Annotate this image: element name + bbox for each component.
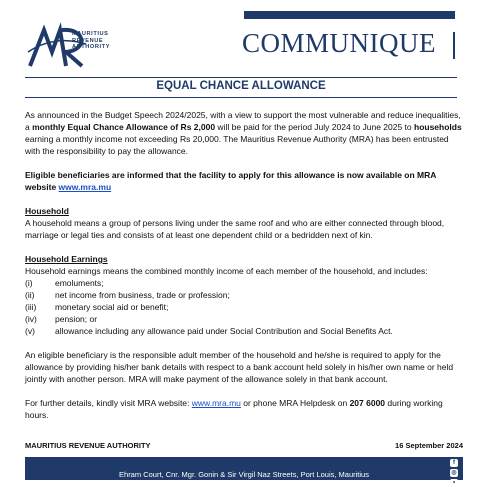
social-icons	[450, 459, 460, 487]
earnings-list	[25, 277, 463, 337]
page-title: EQUAL CHANCE ALLOWANCE	[156, 80, 326, 92]
communique-label: COMMUNIQUE	[242, 28, 436, 58]
intro-paragraph: As announced in the Budget Speech 2024/2025, with a view to support the most vulnerable and reduce inequalities, a monthly Equal Chance Allowance of Rs 2,000 will be paid for the period July 2024 to June 2025 to households earning a monthly income not exceeding Rs 20,000. The Mauritius Revenue Authority (MRA) has been entrusted with the responsibility to pay the allowance.	[25, 110, 462, 156]
list-item: (iii) monetary social aid or benefit;	[25, 302, 169, 312]
notice-paragraph: Eligible beneficiaries are informed that the facility to apply for this allowance is now available on MRA website www.mra.mu	[25, 170, 437, 192]
logo-text: MAURITIUS REVENUE AUTHORITY	[72, 31, 111, 51]
instagram-icon[interactable]: ◎	[451, 470, 457, 476]
title-rule-top	[25, 77, 457, 78]
mra-website-link[interactable]: www.mra.mu	[58, 182, 112, 192]
list-item: (iv) pension; or	[25, 314, 98, 324]
details-paragraph: For further details, kindly visit MRA website: www.mra.mu or phone MRA Helpdesk on 207 6000 during working hours.	[25, 398, 443, 420]
earnings-intro: Household earnings means the combined monthly income of each member of the household, and includes:	[25, 266, 428, 276]
communique-body	[25, 109, 463, 421]
household-text: A household means a group of persons living under the same roof and who are either connected through blood, marriage or legal ties and consists of at least one dependent child or a bedridden next of kin.	[25, 218, 445, 240]
footer-band	[25, 457, 463, 486]
list-item: (v) allowance including any allowance paid under Social Contribution and Social Benefits Act.	[25, 326, 393, 336]
mra-website-link-2[interactable]: www.mra.mu	[191, 398, 241, 408]
beneficiary-paragraph: An eligible beneficiary is the responsible adult member of the household and he/she is required to apply for the allowance by providing his/her bank details with respect to a bank account held solely in his/her own name or held jointly with another person. MRA will make payment of the allowance solely in that bank account.	[25, 350, 454, 384]
list-item: (i) emoluments;	[25, 278, 104, 288]
title-rule-bottom	[25, 97, 457, 98]
footer-org: MAURITIUS REVENUE AUTHORITY	[25, 441, 151, 450]
helpdesk-phone: 207 6000	[349, 398, 386, 408]
earnings-heading: Household Earnings	[25, 254, 108, 264]
footer-address: Ehram Court, Cnr. Mgr. Gonin & Sir Virgil Naz Streets, Port Louis, Mauritius	[119, 470, 369, 479]
footer-date: 16 September 2024	[395, 441, 463, 450]
signature-line	[25, 441, 463, 450]
communique-vertical-bar	[453, 32, 455, 59]
other-social-icon[interactable]: •	[450, 479, 458, 487]
header-accent-bar	[244, 11, 455, 19]
list-item: (ii) net income from business, trade or profession;	[25, 290, 230, 300]
facebook-icon[interactable]: f	[450, 459, 458, 467]
household-heading: Household	[25, 206, 69, 216]
